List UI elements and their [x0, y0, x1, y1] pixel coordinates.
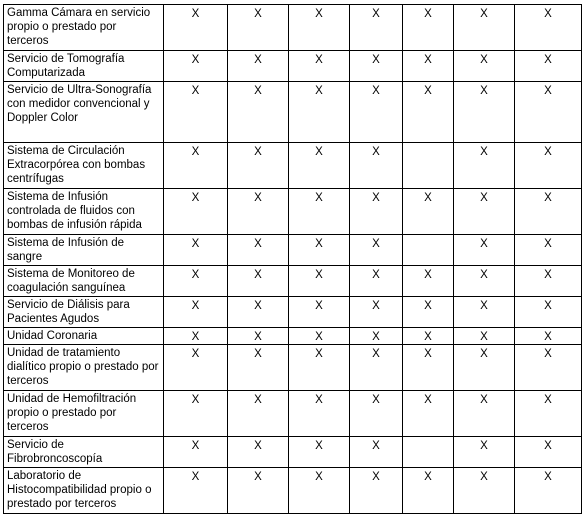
service-label: Laboratorio de Histocompatibilidad propio o prestado por terceros: [4, 468, 164, 514]
mark-cell: X: [350, 235, 403, 266]
table-row: [4, 266, 582, 297]
mark-cell: X: [454, 51, 515, 82]
mark-cell: X: [228, 235, 289, 266]
mark-cell: [403, 235, 454, 266]
mark-cell: X: [454, 5, 515, 51]
requirements-table-body: [4, 5, 582, 514]
mark-cell: X: [403, 266, 454, 297]
requirements-table-wrapper: [3, 4, 582, 514]
mark-cell: X: [350, 437, 403, 468]
table-row: [4, 189, 582, 235]
mark-cell: X: [403, 328, 454, 345]
mark-cell: X: [289, 189, 350, 235]
service-label: Unidad de tratamiento dialítico propio o prestado por terceros: [4, 345, 164, 391]
mark-cell: X: [515, 468, 582, 514]
mark-cell: X: [289, 82, 350, 143]
mark-cell: X: [228, 266, 289, 297]
mark-cell: X: [454, 297, 515, 328]
mark-cell: X: [228, 143, 289, 189]
mark-cell: X: [164, 235, 228, 266]
service-label: Sistema de Circulación Extracorpórea con bombas centrífugas: [4, 143, 164, 189]
service-label: Sistema de Infusión controlada de fluidos con bombas de infusión rápida: [4, 189, 164, 235]
table-row: [4, 51, 582, 82]
mark-cell: X: [515, 391, 582, 437]
mark-cell: X: [289, 468, 350, 514]
mark-cell: X: [228, 328, 289, 345]
mark-cell: X: [289, 143, 350, 189]
mark-cell: X: [228, 82, 289, 143]
table-row: [4, 468, 582, 514]
mark-cell: X: [164, 328, 228, 345]
service-label: Unidad de Hemofiltración propio o prestado por terceros: [4, 391, 164, 437]
mark-cell: X: [289, 437, 350, 468]
mark-cell: X: [454, 82, 515, 143]
mark-cell: X: [515, 437, 582, 468]
service-label: Sistema de Infusión de sangre: [4, 235, 164, 266]
mark-cell: X: [350, 328, 403, 345]
mark-cell: X: [350, 266, 403, 297]
mark-cell: X: [515, 328, 582, 345]
mark-cell: X: [350, 51, 403, 82]
mark-cell: X: [289, 266, 350, 297]
mark-cell: X: [289, 235, 350, 266]
requirements-table: [3, 4, 582, 514]
table-row: [4, 297, 582, 328]
mark-cell: X: [454, 391, 515, 437]
mark-cell: X: [289, 297, 350, 328]
mark-cell: X: [454, 468, 515, 514]
mark-cell: X: [289, 51, 350, 82]
mark-cell: X: [403, 5, 454, 51]
mark-cell: X: [164, 51, 228, 82]
mark-cell: X: [289, 345, 350, 391]
service-label: Unidad Coronaria: [4, 328, 164, 345]
mark-cell: X: [164, 266, 228, 297]
mark-cell: X: [515, 297, 582, 328]
table-row: [4, 391, 582, 437]
mark-cell: X: [228, 437, 289, 468]
mark-cell: X: [403, 189, 454, 235]
mark-cell: X: [289, 5, 350, 51]
mark-cell: X: [164, 5, 228, 51]
mark-cell: X: [515, 345, 582, 391]
mark-cell: X: [164, 345, 228, 391]
mark-cell: X: [350, 143, 403, 189]
mark-cell: X: [403, 51, 454, 82]
mark-cell: X: [454, 143, 515, 189]
mark-cell: X: [350, 5, 403, 51]
table-row: [4, 437, 582, 468]
mark-cell: X: [228, 51, 289, 82]
mark-cell: X: [403, 468, 454, 514]
mark-cell: X: [403, 82, 454, 143]
table-row: [4, 82, 582, 143]
mark-cell: X: [228, 468, 289, 514]
mark-cell: X: [350, 189, 403, 235]
mark-cell: X: [403, 391, 454, 437]
service-label: Sistema de Monitoreo de coagulación sanguínea: [4, 266, 164, 297]
table-row: [4, 235, 582, 266]
mark-cell: X: [515, 235, 582, 266]
mark-cell: X: [454, 266, 515, 297]
mark-cell: X: [515, 51, 582, 82]
mark-cell: X: [515, 189, 582, 235]
mark-cell: X: [350, 345, 403, 391]
mark-cell: X: [228, 297, 289, 328]
mark-cell: X: [164, 189, 228, 235]
mark-cell: [403, 437, 454, 468]
mark-cell: X: [289, 328, 350, 345]
table-row: [4, 345, 582, 391]
mark-cell: X: [454, 189, 515, 235]
mark-cell: X: [164, 391, 228, 437]
mark-cell: X: [454, 345, 515, 391]
mark-cell: X: [515, 266, 582, 297]
mark-cell: X: [289, 391, 350, 437]
mark-cell: X: [164, 437, 228, 468]
mark-cell: X: [350, 468, 403, 514]
table-row: [4, 5, 582, 51]
service-label: Servicio de Tomografía Computarizada: [4, 51, 164, 82]
mark-cell: X: [403, 297, 454, 328]
mark-cell: X: [164, 468, 228, 514]
mark-cell: X: [350, 82, 403, 143]
mark-cell: X: [515, 143, 582, 189]
mark-cell: X: [403, 345, 454, 391]
mark-cell: X: [350, 391, 403, 437]
table-row: [4, 328, 582, 345]
mark-cell: X: [164, 82, 228, 143]
mark-cell: X: [228, 5, 289, 51]
service-label: Servicio de Ultra-Sonografía con medidor convencional y Doppler Color: [4, 82, 164, 143]
mark-cell: [403, 143, 454, 189]
table-row: [4, 143, 582, 189]
mark-cell: X: [454, 328, 515, 345]
service-label: Gamma Cámara en servicio propio o prestado por terceros: [4, 5, 164, 51]
mark-cell: X: [228, 189, 289, 235]
mark-cell: X: [228, 391, 289, 437]
mark-cell: X: [454, 235, 515, 266]
service-label: Servicio de Diálisis para Pacientes Agudos: [4, 297, 164, 328]
mark-cell: X: [515, 82, 582, 143]
mark-cell: X: [454, 437, 515, 468]
service-label: Servicio de Fibrobroncoscopía: [4, 437, 164, 468]
mark-cell: X: [164, 143, 228, 189]
mark-cell: X: [515, 5, 582, 51]
mark-cell: X: [350, 297, 403, 328]
mark-cell: X: [228, 345, 289, 391]
mark-cell: X: [164, 297, 228, 328]
